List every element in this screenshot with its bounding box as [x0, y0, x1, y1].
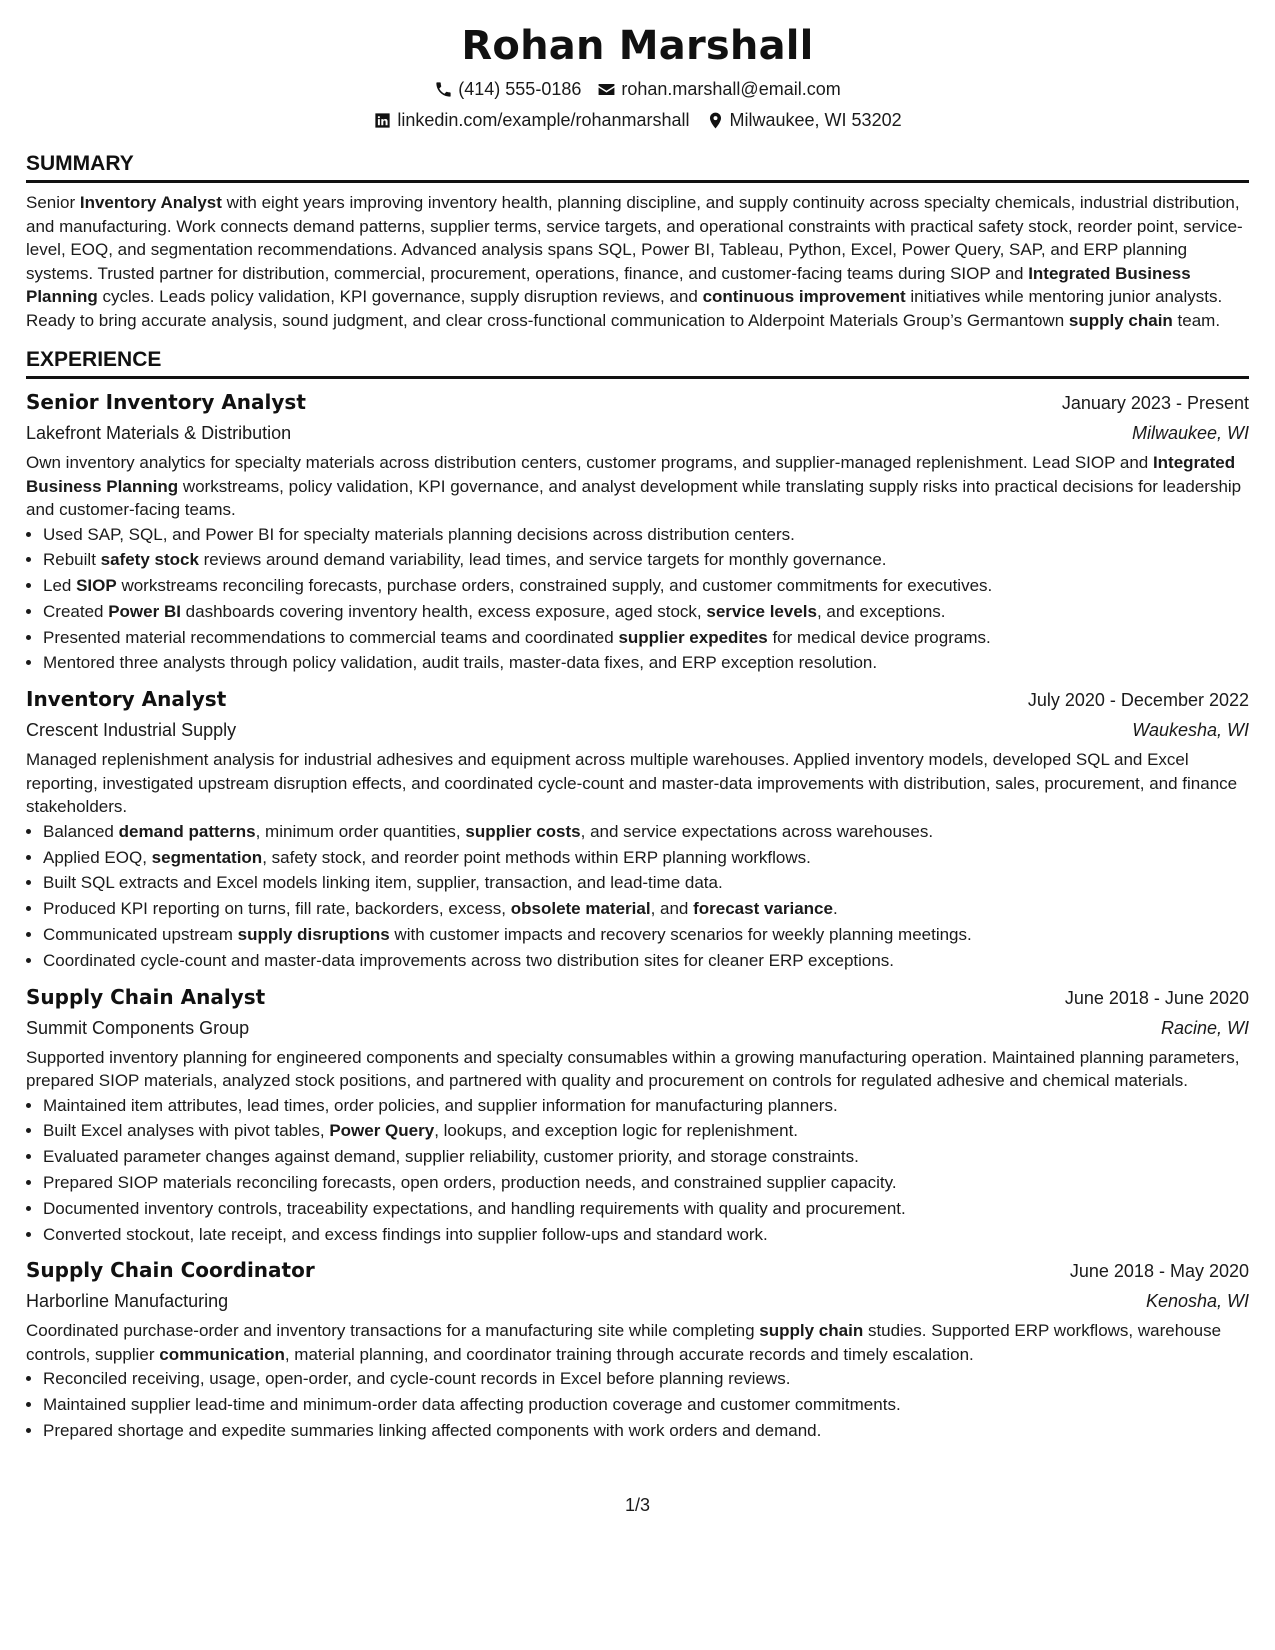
- job-header: [26, 982, 1249, 1013]
- text-run: Own inventory analytics for specialty materials across distribution centers, customer programs, and supplier-managed replenishment. Lead SIOP and: [26, 453, 1153, 472]
- summary-heading: SUMMARY: [26, 150, 1249, 183]
- text-run: , minimum order quantities,: [255, 821, 466, 841]
- bullet-item: [43, 1093, 1249, 1119]
- experience-list: [26, 387, 1249, 1444]
- job-title: Supply Chain Analyst: [26, 984, 266, 1009]
- bullet-item: [43, 573, 1249, 599]
- emphasized-text: demand patterns: [118, 821, 256, 841]
- job-dates: June 2018 - May 2020: [1069, 1261, 1249, 1282]
- job-title: Supply Chain Coordinator: [26, 1258, 315, 1283]
- text-run: Supported inventory planning for engineered components and specialty consumables within a growing manufacturing operation. Maintained planning parameters, prepared SIOP materials, analyzed stock positions, and partnered with quality and procurement on controls for regulated adhesive and chemical materials.: [26, 1047, 1240, 1091]
- bullet-item: [43, 650, 1249, 676]
- text-run: Reconciled receiving, usage, open-order, and cycle-count records in Excel before planning reviews.: [43, 1369, 791, 1389]
- job-title: Senior Inventory Analyst: [26, 390, 306, 414]
- linkedin-contact[interactable]: [373, 105, 689, 136]
- bullet-item: [43, 1170, 1249, 1196]
- emphasized-text: supply disruptions: [237, 924, 390, 944]
- bullet-item: [43, 1366, 1249, 1392]
- job-subheader: [26, 1013, 1249, 1043]
- job-bullets: [26, 1366, 1249, 1443]
- text-run: , and: [650, 899, 694, 919]
- emphasized-text: communication: [159, 1344, 285, 1364]
- envelope-icon: [597, 80, 616, 99]
- bullet-item: [43, 547, 1249, 573]
- linkedin-icon: [373, 111, 392, 130]
- emphasized-text: obsolete material: [510, 899, 651, 919]
- text-run: team.: [1172, 310, 1221, 330]
- emphasized-text: Integrated Business Planning: [26, 263, 1191, 306]
- job-location: Racine, WI: [1160, 1017, 1249, 1038]
- text-run: Coordinated purchase-order and inventory transactions for a manufacturing site while completing: [26, 1321, 760, 1341]
- job-dates: July 2020 - December 2022: [1027, 690, 1249, 711]
- job-dates: January 2023 - Present: [1061, 393, 1249, 413]
- text-run: dashboards covering inventory health, excess exposure, aged stock,: [180, 601, 707, 621]
- text-run: Produced KPI reporting on turns, fill rate, backorders, excess,: [43, 899, 511, 919]
- text-run: Led: [43, 576, 77, 596]
- company-name: Crescent Industrial Supply: [26, 720, 237, 741]
- text-run: .: [832, 899, 838, 919]
- emphasized-text: Power Query: [329, 1121, 435, 1141]
- contact-row-secondary: [26, 105, 1249, 136]
- bullet-item: [43, 845, 1249, 871]
- location-contact: [706, 105, 902, 136]
- text-run: Maintained supplier lead-time and minimum-order data affecting production coverage and customer commitments.: [43, 1395, 901, 1415]
- bullet-item: [43, 896, 1249, 922]
- bullet-item: [43, 522, 1249, 548]
- text-run: Rebuilt: [43, 550, 101, 570]
- bullet-item: [43, 1118, 1249, 1144]
- emphasized-text: forecast variance: [693, 899, 833, 919]
- text-run: Presented material recommendations to commercial teams and coordinated: [43, 627, 619, 647]
- job-header: [26, 1255, 1249, 1286]
- summary-paragraph: [26, 191, 1249, 332]
- bullet-item: [43, 819, 1249, 845]
- job-entry: [26, 1255, 1249, 1443]
- job-subheader: [26, 1286, 1249, 1316]
- candidate-name: Rohan Marshall: [461, 23, 814, 69]
- contact-row-primary: [26, 74, 1249, 105]
- experience-heading: EXPERIENCE: [26, 346, 1249, 379]
- job-location: Milwaukee, WI: [1131, 423, 1249, 443]
- text-run: Converted stockout, late receipt, and excess findings into supplier follow-ups and standard work.: [43, 1224, 768, 1244]
- emphasized-text: SIOP: [76, 576, 117, 596]
- job-entry: [26, 982, 1249, 1248]
- linkedin-link[interactable]: linkedin.com/example/rohanmarshall: [397, 110, 690, 130]
- text-run: Used SAP, SQL, and Power BI for specialty materials planning decisions across distribution centers.: [43, 524, 795, 544]
- text-run: Evaluated parameter changes against demand, supplier reliability, customer priority, and storage constraints.: [43, 1147, 859, 1167]
- text-run: Applied EOQ,: [43, 847, 152, 867]
- text-run: Balanced: [43, 821, 119, 841]
- bullet-item: [43, 1222, 1249, 1248]
- bullet-item: [43, 922, 1249, 948]
- text-run: Senior: [26, 193, 80, 212]
- location-text: Milwaukee, WI 53202: [729, 110, 902, 130]
- text-run: studies. Supported ERP workflows, warehouse controls, supplier: [26, 1321, 1222, 1364]
- job-bullets: [26, 819, 1249, 974]
- job-location: Waukesha, WI: [1132, 720, 1249, 741]
- bullet-item: [43, 625, 1249, 651]
- job-subheader: [26, 715, 1249, 745]
- bullet-item: [43, 1418, 1249, 1444]
- text-run: , and exceptions.: [816, 601, 946, 621]
- text-run: Built SQL extracts and Excel models linking item, supplier, transaction, and lead-time data.: [43, 873, 723, 893]
- job-header: [26, 684, 1249, 715]
- text-run: Coordinated cycle-count and master-data improvements across two distribution sites for cleaner ERP exceptions.: [43, 950, 895, 970]
- bullet-item: [43, 948, 1249, 974]
- emphasized-text: safety stock: [100, 550, 199, 570]
- job-description: [26, 451, 1249, 522]
- text-run: initiatives while mentoring junior analysts. Ready to bring accurate analysis, sound judgment, and clear cross-functional communication to Alderpoint Materials Group’s Germantown: [26, 287, 1223, 330]
- job-bullets: [26, 1093, 1249, 1248]
- job-entry: [26, 684, 1249, 973]
- text-run: Maintained item attributes, lead times, order policies, and supplier information for manufacturing planners.: [43, 1095, 838, 1115]
- emphasized-text: Integrated Business Planning: [26, 453, 1236, 496]
- text-run: Prepared shortage and expedite summaries linking affected components with work orders and demand.: [43, 1420, 822, 1440]
- phone-contact: [434, 74, 581, 105]
- job-entry: [26, 387, 1249, 676]
- job-description: [26, 1319, 1249, 1366]
- bullet-item: [43, 870, 1249, 896]
- job-header: [26, 387, 1249, 418]
- text-run: Managed replenishment analysis for industrial adhesives and equipment across multiple warehouses. Applied inventory models, developed SQL and Excel reporting, investigated upstream disruption effects, and coordinated cycle-count and master-data improvements with distribution, sales, procurement, and finance stakeholders.: [26, 750, 1238, 817]
- bullet-item: [43, 1144, 1249, 1170]
- emphasized-text: continuous improvement: [702, 287, 906, 306]
- emphasized-text: service levels: [706, 601, 817, 621]
- job-description: [26, 1046, 1249, 1093]
- company-name: Summit Components Group: [26, 1017, 250, 1038]
- text-run: with customer impacts and recovery scenarios for weekly planning meetings.: [389, 924, 972, 944]
- emphasized-text: supplier expedites: [618, 627, 768, 647]
- bullet-item: [43, 1392, 1249, 1418]
- text-run: workstreams reconciling forecasts, purchase orders, constrained supply, and customer commitments for executives.: [116, 576, 993, 596]
- emphasized-text: supply chain: [759, 1321, 864, 1341]
- text-run: , material planning, and coordinator training through accurate records and timely escalation.: [284, 1344, 974, 1364]
- emphasized-text: Inventory Analyst: [79, 193, 222, 212]
- job-location: Kenosha, WI: [1145, 1291, 1249, 1312]
- job-dates: June 2018 - June 2020: [1064, 987, 1249, 1008]
- text-run: , and service expectations across warehouses.: [580, 821, 934, 841]
- company-name: Lakefront Materials & Distribution: [26, 423, 292, 443]
- text-run: Built Excel analyses with pivot tables,: [43, 1121, 330, 1141]
- job-subheader: [26, 418, 1249, 448]
- text-run: reviews around demand variability, lead times, and service targets for monthly governance.: [198, 550, 887, 570]
- resume-page: [26, 18, 1249, 1444]
- text-run: cycles. Leads policy validation, KPI governance, supply disruption reviews, and: [97, 287, 703, 306]
- text-run: Documented inventory controls, traceability expectations, and handling requirements with quality and procurement.: [43, 1198, 906, 1218]
- company-name: Harborline Manufacturing: [26, 1291, 229, 1312]
- text-run: Communicated upstream: [43, 924, 238, 944]
- text-run: for medical device programs.: [767, 627, 991, 647]
- map-marker-icon: [706, 111, 725, 130]
- text-run: Prepared SIOP materials reconciling forecasts, open orders, production needs, and constrained supplier capacity.: [43, 1172, 897, 1192]
- emphasized-text: supply chain: [1068, 310, 1173, 330]
- phone-icon: [434, 80, 453, 99]
- phone-text: (414) 555-0186: [458, 79, 582, 99]
- page-number: 1/3: [624, 1495, 651, 1515]
- bullet-item: [43, 599, 1249, 625]
- email-contact[interactable]: [597, 74, 840, 105]
- job-title: Inventory Analyst: [26, 687, 227, 712]
- job-bullets: [26, 522, 1249, 677]
- text-run: Mentored three analysts through policy validation, audit trails, master-data fixes, and ERP exception resolution.: [43, 653, 878, 673]
- emphasized-text: supplier costs: [465, 821, 581, 841]
- text-run: with eight years improving inventory health, planning discipline, and supply continuity across specialty chemicals, industrial distribution, and manufacturing. Work connects demand patterns, supplier terms, service targets, and operational constraints with practical safety stock, reorder point, service-level, EOQ, and segmentation recommendations. Advanced analysis spans SQL, Power BI, Tableau, Python, Excel, Power Query, SAP, and ERP planning systems. Trusted partner for distribution, commercial, procurement, operations, finance, and customer-facing teams during SIOP and: [26, 193, 1243, 283]
- text-run: Created: [43, 601, 109, 621]
- text-run: workstreams, policy validation, KPI governance, and analyst development while translating supply risks into practical decisions for leadership and customer-facing teams.: [26, 476, 1242, 519]
- email-link[interactable]: rohan.marshall@email.com: [621, 79, 841, 99]
- text-run: , safety stock, and reorder point methods within ERP planning workflows.: [262, 847, 811, 867]
- bullet-item: [43, 1196, 1249, 1222]
- emphasized-text: Power BI: [108, 601, 181, 621]
- emphasized-text: segmentation: [151, 847, 263, 867]
- text-run: , lookups, and exception logic for replenishment.: [434, 1121, 799, 1141]
- job-description: [26, 748, 1249, 819]
